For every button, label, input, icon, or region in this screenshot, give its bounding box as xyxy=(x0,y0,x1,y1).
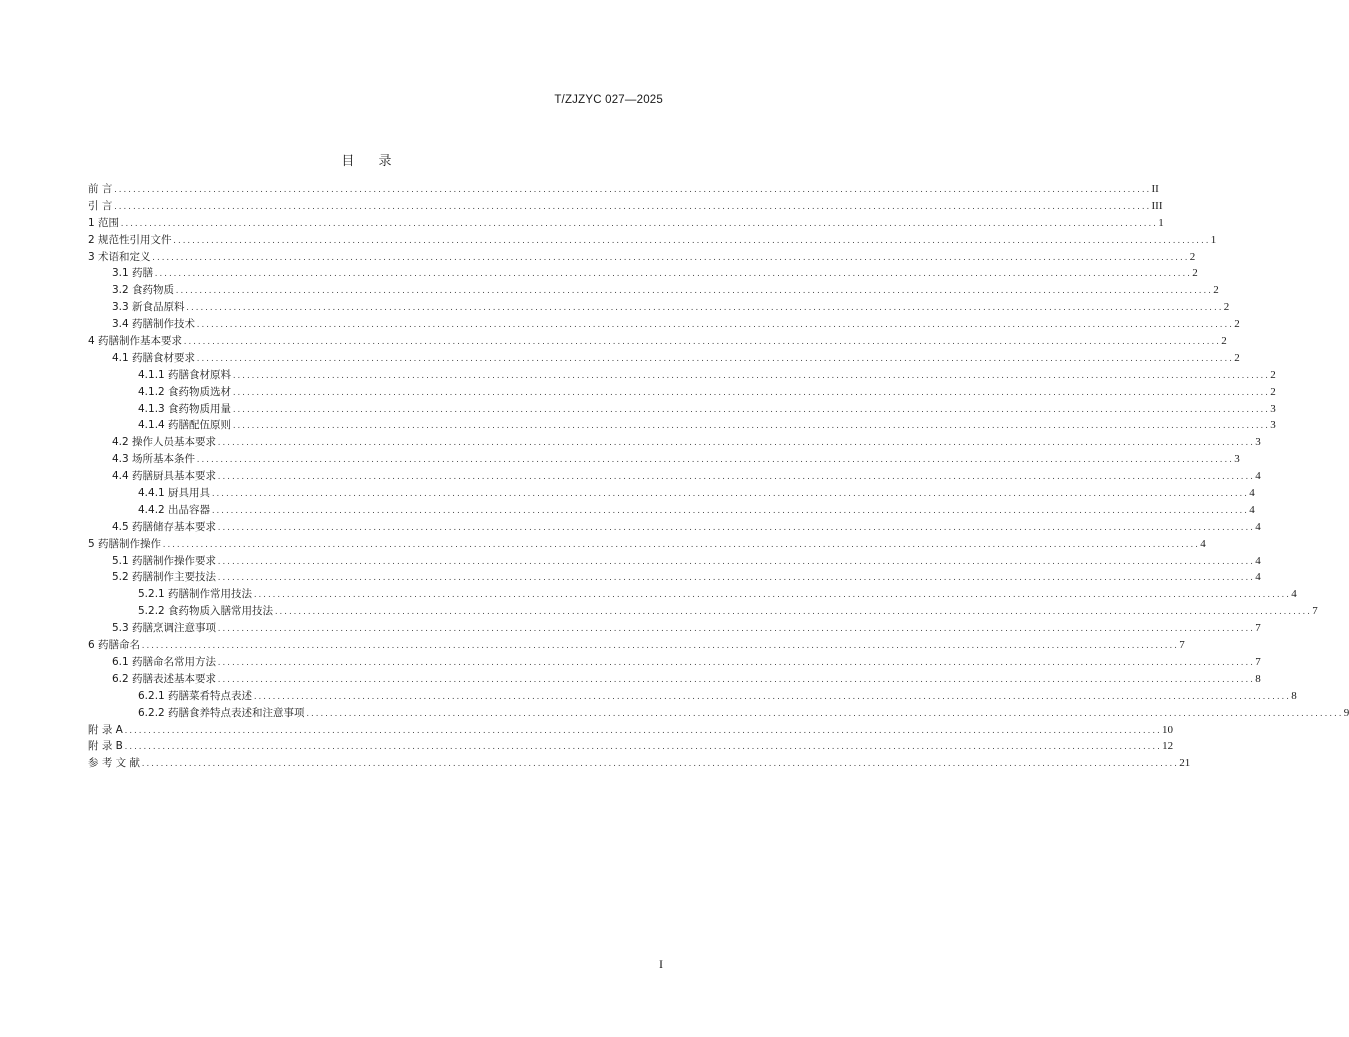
dot-leader: ............................................................................................................................................................................................................................ xyxy=(217,574,1255,583)
toc-entry-label: 4 药膳制作基本要求 xyxy=(88,335,183,348)
toc-entry-page: 4 xyxy=(1255,554,1261,567)
toc-entry-page: 4 xyxy=(1255,520,1261,533)
toc-entry-page: 2 xyxy=(1213,284,1219,297)
dot-leader: ............................................................................................................................................................................................................................ xyxy=(217,523,1255,532)
toc-entry-label: 4.1.2 食药物质选材 xyxy=(138,385,232,398)
toc-entry-label: 6.1 药膳命名常用方法 xyxy=(112,655,217,668)
toc-entry[interactable] xyxy=(88,333,1227,350)
toc-entry[interactable] xyxy=(88,181,1159,198)
toc-entry-label: 6.2 药膳表述基本要求 xyxy=(112,672,217,685)
dot-leader: ............................................................................................................................................................................................................................ xyxy=(232,422,1270,431)
toc-entry[interactable] xyxy=(88,671,1261,688)
toc-entry-page: 2 xyxy=(1192,267,1198,280)
toc-entry-page: 4 xyxy=(1249,487,1255,500)
toc-entry[interactable] xyxy=(88,401,1276,418)
toc-entry[interactable] xyxy=(88,705,1349,722)
dot-leader: ............................................................................................................................................................................................................................ xyxy=(154,270,1192,279)
toc-entry[interactable] xyxy=(88,637,1185,654)
toc-entry-label: 5.1 药膳制作操作要求 xyxy=(112,554,217,567)
toc-entry-page: 3 xyxy=(1234,453,1240,466)
dot-leader: ............................................................................................................................................................................................................................ xyxy=(253,692,1291,701)
dot-leader: ............................................................................................................................................................................................................................ xyxy=(217,557,1255,566)
toc-entry-label: 4.1.1 药膳食材原料 xyxy=(138,368,232,381)
dot-leader: ............................................................................................................................................................................................................................ xyxy=(211,490,1249,499)
dot-leader: ............................................................................................................................................................................................................................ xyxy=(113,186,1151,194)
toc-entry[interactable] xyxy=(88,265,1198,282)
dot-leader: ............................................................................................................................................................................................................................ xyxy=(217,625,1255,634)
dot-leader: ............................................................................................................................................................................................................................ xyxy=(162,540,1200,549)
page-number: I xyxy=(659,957,663,971)
toc-entry-page: 2 xyxy=(1270,368,1276,381)
dot-leader: ............................................................................................................................................................................................................................ xyxy=(141,760,1179,769)
toc-entry-label: 4.2 操作人员基本要求 xyxy=(112,436,217,449)
toc-entry-page: 7 xyxy=(1255,655,1261,668)
toc-entry[interactable] xyxy=(88,434,1261,451)
toc-entry-page: III xyxy=(1151,199,1163,212)
toc-entry[interactable] xyxy=(88,755,1191,772)
toc-entry-label: 5 药膳制作操作 xyxy=(88,537,162,550)
toc-entry[interactable] xyxy=(88,586,1297,603)
dot-leader: ............................................................................................................................................................................................................................ xyxy=(274,608,1312,617)
toc-entry-label: 5.2.1 药膳制作常用技法 xyxy=(138,588,253,601)
toc-entry[interactable] xyxy=(88,282,1219,299)
toc-entry[interactable] xyxy=(88,536,1206,553)
dot-leader: ............................................................................................................................................................................................................................ xyxy=(185,304,1223,313)
toc-entry[interactable] xyxy=(88,485,1255,502)
dot-leader: ............................................................................................................................................................................................................................ xyxy=(253,591,1291,600)
toc-entry-label: 6 药膳命名 xyxy=(88,639,141,652)
toc-entry-label: 4.1.4 药膳配伍原则 xyxy=(138,419,232,432)
toc-entry-page: 9 xyxy=(1343,706,1349,719)
toc-entry[interactable] xyxy=(88,738,1174,755)
dot-leader: ............................................................................................................................................................................................................................ xyxy=(141,642,1179,651)
toc-entry[interactable] xyxy=(88,198,1163,215)
toc-entry-label: 4.4 药膳厨具基本要求 xyxy=(112,470,217,483)
toc-entry[interactable] xyxy=(88,316,1240,333)
dot-leader: ............................................................................................................................................................................................................................ xyxy=(232,388,1270,397)
toc-entry[interactable] xyxy=(88,417,1276,434)
dot-leader: ............................................................................................................................................................................................................................ xyxy=(232,405,1270,414)
dot-leader: ............................................................................................................................................................................................................................ xyxy=(123,726,1162,735)
dot-leader: ............................................................................................................................................................................................................................ xyxy=(183,338,1221,347)
toc-entry-label: 3 术语和定义 xyxy=(88,250,151,263)
document-code: T/ZJZYC 027—2025 xyxy=(554,94,663,106)
dot-leader: ............................................................................................................................................................................................................................ xyxy=(113,202,1151,211)
toc-entry-label: 参 考 文 献 xyxy=(88,757,141,770)
toc-entry-page: 8 xyxy=(1291,689,1297,702)
toc-entry-page: 21 xyxy=(1179,757,1191,770)
toc-entry-page: 4 xyxy=(1291,588,1297,601)
toc-entry-page: 4 xyxy=(1200,537,1206,550)
toc-entry[interactable] xyxy=(88,232,1217,249)
dot-leader: ............................................................................................................................................................................................................................ xyxy=(120,219,1158,228)
toc-entry[interactable] xyxy=(88,451,1240,468)
toc-entry-page: 3 xyxy=(1255,436,1261,449)
toc-entry[interactable] xyxy=(88,603,1318,620)
dot-leader: ............................................................................................................................................................................................................................ xyxy=(151,253,1189,262)
toc-entry-page: 2 xyxy=(1223,301,1230,314)
toc-entry-label: 3.1 药膳 xyxy=(112,267,154,280)
dot-leader: ............................................................................................................................................................................................................................ xyxy=(175,287,1213,296)
toc-entry[interactable] xyxy=(88,519,1261,536)
toc-entry[interactable] xyxy=(88,688,1297,705)
toc-entry[interactable] xyxy=(88,722,1174,739)
toc-entry-page: 3 xyxy=(1270,402,1276,415)
toc-entry-label: 附 录 A xyxy=(88,723,123,736)
toc-entry[interactable] xyxy=(88,215,1164,232)
toc-entry[interactable] xyxy=(88,620,1261,637)
toc-entry-page: II xyxy=(1151,183,1159,195)
toc-entry-page: 10 xyxy=(1162,723,1174,736)
toc-entry[interactable] xyxy=(88,654,1261,671)
toc-entry[interactable] xyxy=(88,384,1276,401)
toc-entry-page: 8 xyxy=(1255,672,1261,685)
dot-leader: ............................................................................................................................................................................................................................ xyxy=(217,439,1255,448)
toc-entry-label: 4.4.1 厨具用具 xyxy=(138,487,211,500)
dot-leader: ............................................................................................................................................................................................................................ xyxy=(123,743,1162,752)
toc-entry[interactable] xyxy=(88,299,1230,316)
toc-entry[interactable] xyxy=(88,249,1196,266)
dot-leader: ............................................................................................................................................................................................................................ xyxy=(217,473,1255,482)
toc-entry-label: 5.2.2 食药物质入膳常用技法 xyxy=(138,605,274,618)
toc-entry-label: 3.4 药膳制作技术 xyxy=(112,318,196,331)
toc-entry-label: 引 言 xyxy=(88,199,113,212)
toc-entry-label: 4.1.3 食药物质用量 xyxy=(138,402,232,415)
dot-leader: ............................................................................................................................................................................................................................ xyxy=(211,506,1249,515)
toc-entry-page: 2 xyxy=(1221,335,1227,348)
toc-entry-page: 4 xyxy=(1249,503,1255,516)
toc-entry-label: 4.5 药膳储存基本要求 xyxy=(112,520,217,533)
dot-leader: ............................................................................................................................................................................................................................ xyxy=(217,675,1255,684)
toc-title: 目 录 xyxy=(341,154,402,169)
dot-leader: ............................................................................................................................................................................................................................ xyxy=(196,456,1234,465)
dot-leader: ............................................................................................................................................................................................................................ xyxy=(217,658,1255,667)
toc-entry-page: 3 xyxy=(1270,419,1276,432)
toc-entry-label: 6.2.1 药膳菜肴特点表述 xyxy=(138,689,253,702)
toc-entry-page: 2 xyxy=(1234,318,1240,331)
toc-entry-page: 2 xyxy=(1189,250,1196,263)
toc-entry-label: 5.2 药膳制作主要技法 xyxy=(112,571,217,584)
toc-entry-label: 5.3 药膳烹调注意事项 xyxy=(112,622,217,635)
toc-entry-page: 7 xyxy=(1312,605,1318,618)
table-of-contents xyxy=(88,181,1349,772)
toc-entry[interactable] xyxy=(88,350,1240,367)
toc-entry-page: 4 xyxy=(1255,470,1261,483)
toc-entry-label: 附 录 B xyxy=(88,740,123,753)
dot-leader: ............................................................................................................................................................................................................................ xyxy=(232,371,1270,380)
toc-entry-label: 1 范围 xyxy=(88,216,120,229)
dot-leader: ............................................................................................................................................................................................................................ xyxy=(172,236,1210,245)
toc-entry-label: 前 言 xyxy=(88,183,113,195)
toc-entry-page: 2 xyxy=(1234,351,1240,364)
toc-entry-page: 1 xyxy=(1210,233,1217,246)
toc-entry[interactable] xyxy=(88,553,1261,570)
toc-entry-page: 7 xyxy=(1255,622,1261,635)
toc-entry-page: 2 xyxy=(1270,385,1276,398)
dot-leader: ............................................................................................................................................................................................................................ xyxy=(305,709,1343,718)
toc-entry-label: 3.3 新食品原料 xyxy=(112,301,185,314)
toc-entry[interactable] xyxy=(88,502,1255,519)
toc-entry-page: 7 xyxy=(1179,639,1185,652)
toc-entry[interactable] xyxy=(88,367,1276,384)
toc-entry[interactable] xyxy=(88,569,1261,586)
toc-entry-label: 4.1 药膳食材要求 xyxy=(112,351,196,364)
toc-entry[interactable] xyxy=(88,468,1261,485)
toc-entry-label: 4.3 场所基本条件 xyxy=(112,453,196,466)
toc-entry-label: 2 规范性引用文件 xyxy=(88,233,172,246)
toc-entry-page: 1 xyxy=(1158,216,1164,229)
toc-entry-label: 6.2.2 药膳食养特点表述和注意事项 xyxy=(138,706,305,719)
dot-leader: ............................................................................................................................................................................................................................ xyxy=(196,354,1234,363)
toc-entry-page: 4 xyxy=(1255,571,1261,584)
toc-entry-label: 3.2 食药物质 xyxy=(112,284,175,297)
toc-entry-page: 12 xyxy=(1162,740,1174,753)
toc-entry-label: 4.4.2 出品容器 xyxy=(138,503,211,516)
dot-leader: ............................................................................................................................................................................................................................ xyxy=(196,321,1234,330)
